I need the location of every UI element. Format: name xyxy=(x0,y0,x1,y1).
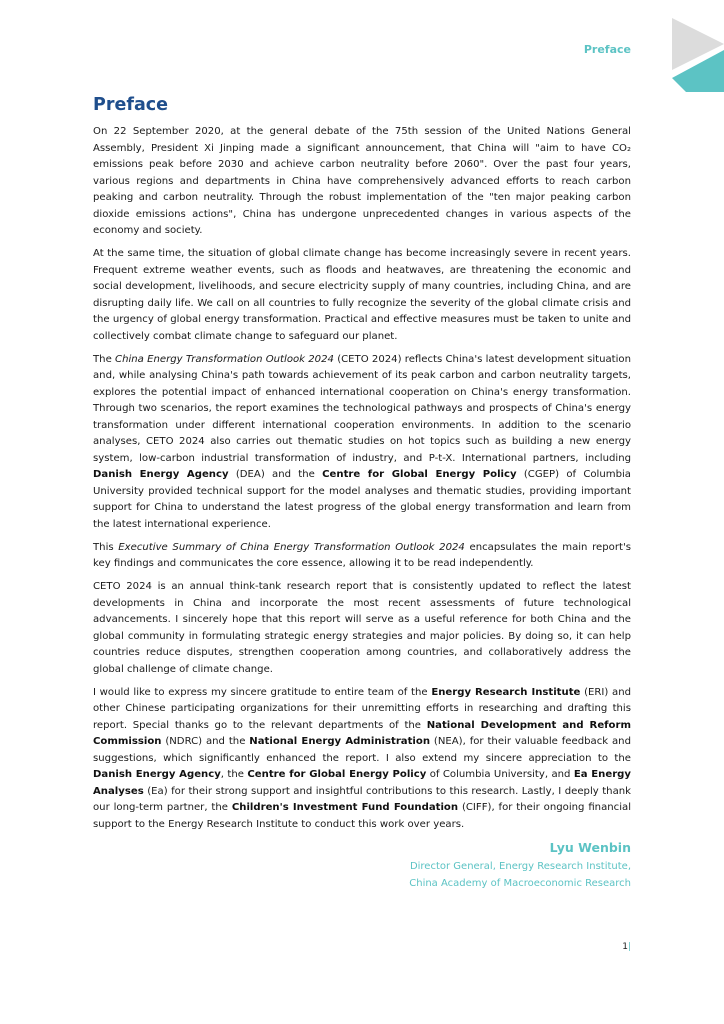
p6-text: (NEA), for their valuable feedback and suggestions, which significantly enhanced the report. I also extend my sincere appreciation to the xyxy=(93,736,631,764)
p4-summary-title: Executive Summary of China Energy Transformation Outlook 2024 xyxy=(118,541,465,553)
paragraph-4 xyxy=(93,540,631,573)
p6-text: of Columbia University, and xyxy=(426,769,574,780)
running-header: Preface xyxy=(583,43,631,56)
signature-block xyxy=(409,840,631,892)
p3-dea-name: Danish Energy Agency xyxy=(93,469,229,480)
page-number-separator: | xyxy=(627,942,631,952)
p3-report-title: China Energy Transformation Outlook 2024 xyxy=(115,353,334,365)
p3-text: The xyxy=(93,353,116,365)
paragraph-2: At the same time, the situation of global climate change has become increasingly severe in recent years. Frequent extreme weather events, such as floods and heatwaves, are threatening the economic and social development, livelihoods, and secure electricity supply of many countries, including China, and are disrupting daily life. We call on all countries to fully recognize the severity of the global climate crisis and the urgency of global energy transformation. Practical and effective measures must be taken to unite and collectively combat climate change to safeguard our planet. xyxy=(93,248,631,342)
p6-ea-name: Ea Energy Analyses xyxy=(93,769,631,797)
p4-text: This xyxy=(93,541,119,553)
p6-text: I would like to express my sincere gratitude to entire team of the xyxy=(93,686,432,698)
p6-cgep-name: Centre for Global Energy Policy xyxy=(247,769,427,780)
paragraph-6 xyxy=(93,685,631,834)
p6-eri-name: Energy Research Institute xyxy=(431,686,581,698)
p3-text: (CGEP) of Columbia University provided technical support for the model analyses and thematic studies, providing important support for China to understand the latest progress of the global energy transformation and learn from the latest international experience. xyxy=(93,469,631,530)
page-number xyxy=(622,942,631,952)
p6-nea-name: National Energy Administration xyxy=(249,736,431,747)
p6-ndrc-name: National Development and Reform Commission xyxy=(93,719,631,747)
p6-text: (Ea) for their strong support and insightful contributions to this research. Lastly, I deeply thank our long-term partner, the xyxy=(93,785,631,813)
p6-text: (ERI) and other Chinese participating organizations for their unremitting efforts in researching and drafting this report. Special thanks go to the relevant departments of the xyxy=(93,686,631,731)
p6-text: (CIFF), for their ongoing financial support to the Energy Research Institute to conduct this work over years. xyxy=(93,802,632,830)
signatory-title-line-1: Director General, Energy Research Institute, xyxy=(409,861,631,872)
body-text xyxy=(93,124,631,840)
corner-triangle-graphic xyxy=(672,18,724,92)
paragraph-3 xyxy=(93,352,631,534)
page-title: Preface xyxy=(93,95,168,115)
page-number-value: 1 xyxy=(622,942,628,952)
p6-ciff-name: Children's Investment Fund Foundation xyxy=(231,802,459,813)
p3-cgep-name: Centre for Global Energy Policy xyxy=(322,469,517,480)
p6-text: , the xyxy=(220,769,248,780)
p3-text: (CETO 2024) reflects China's latest development situation and, while analysing China's path towards achievement of its peak carbon and carbon neutrality targets, explores the potential impact of enhanced international cooperation on China's energy transformation. Through two scenarios, the report examines the technological pathways and prospects of China's energy transformation under different international cooperation environments. In addition to the scenario analyses, CETO 2024 also carries out thematic studies on hot topics such as building a new energy system, low-carbon industrial transformation of industry, and P-t-X. International partners, including xyxy=(93,353,632,464)
p3-text: (DEA) and the xyxy=(228,469,323,480)
paragraph-5: CETO 2024 is an annual think-tank research report that is consistently updated to reflect the latest developments in China and incorporate the most recent assessments of future technological advancements. I sincerely hope that this report will serve as a useful reference for both China and the global community in formulating strategic energy strategies and major policies. By doing so, it can help countries reduce disputes, strengthen cooperation among countries, and collaboratively address the global challenge of climate change. xyxy=(93,581,631,675)
signatory-name: Lyu Wenbin xyxy=(549,840,631,855)
paragraph-1: On 22 September 2020, at the general debate of the 75th session of the United Nations General Assembly, President Xi Jinping made a significant announcement, that China will "aim to have CO₂ emissions peak before 2030 and achieve carbon neutrality before 2060". Over the past four years, various regions and departments in China have comprehensively advanced efforts to reach carbon peaking and carbon neutrality. Through the robust implementation of the "ten major peaking carbon dioxide emissions actions", China has undergone unprecedented changes in various aspects of the economy and society. xyxy=(93,126,631,236)
p6-dea-name: Danish Energy Agency xyxy=(93,769,221,780)
signatory-title-line-2: China Academy of Macroeconomic Research xyxy=(409,877,631,889)
p6-text: (NDRC) and the xyxy=(161,736,250,747)
p4-text: encapsulates the main report's key findings and communicates the core essence, allowing it to be read independently. xyxy=(93,541,631,569)
